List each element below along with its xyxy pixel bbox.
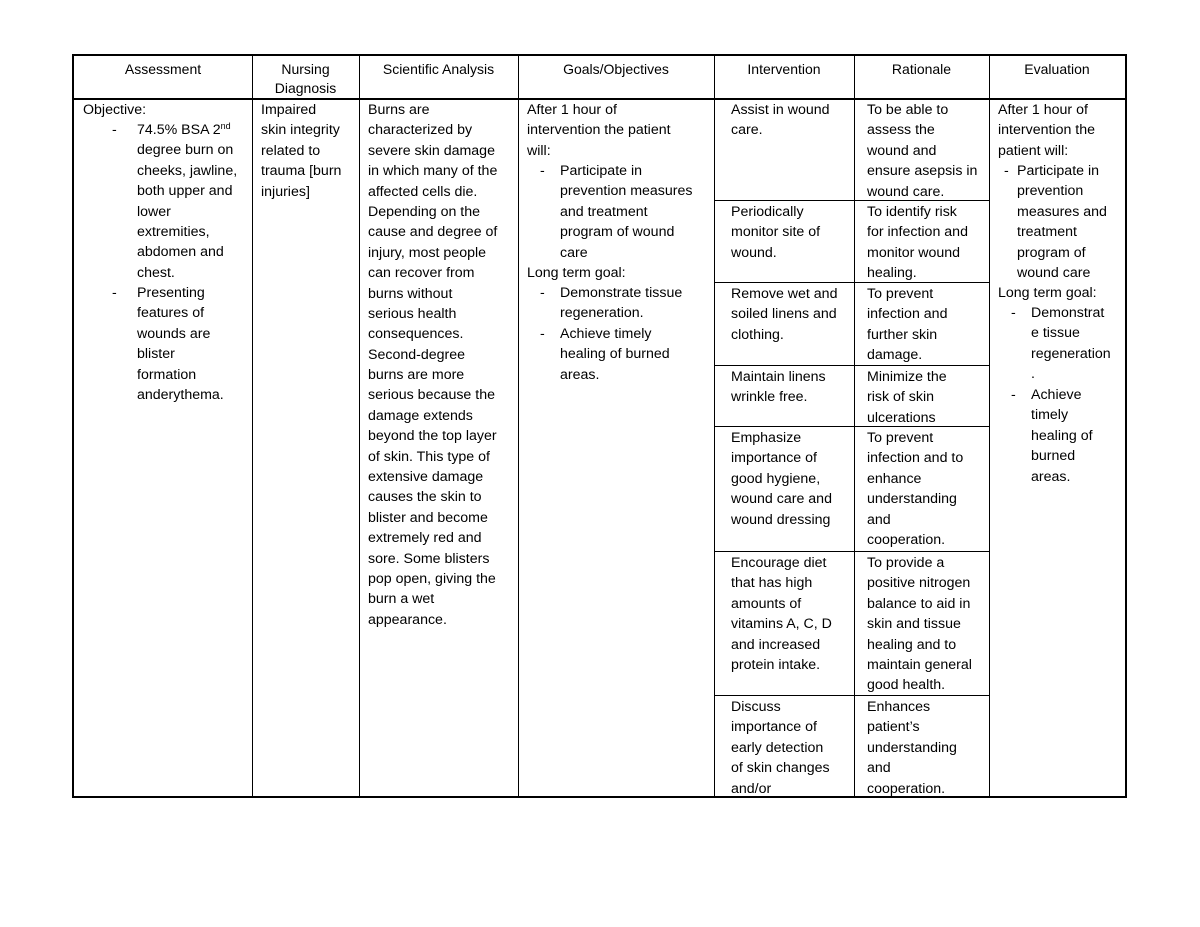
text-line: Achieve timely bbox=[560, 326, 652, 342]
rationale-cell bbox=[867, 284, 947, 366]
text-line: severe skin damage bbox=[368, 142, 495, 159]
header-nursing-diagnosis bbox=[252, 60, 359, 98]
text-line: prevention measures bbox=[560, 183, 693, 200]
text-line: and/or bbox=[731, 780, 772, 797]
row-divider bbox=[714, 426, 989, 427]
text-line: and treatment bbox=[560, 203, 648, 220]
rationale-cell bbox=[867, 100, 977, 202]
header-goals-objectives: Goals/Objectives bbox=[563, 61, 669, 77]
text-line: Remove wet and bbox=[731, 286, 838, 302]
text-line: wound dressing bbox=[731, 511, 831, 528]
text-line: balance to aid in bbox=[867, 595, 971, 612]
header-scientific-analysis: Scientific Analysis bbox=[382, 61, 495, 77]
text-line: extremely red and bbox=[368, 530, 482, 547]
text-line: burns are more bbox=[368, 367, 465, 384]
intervention-cell bbox=[731, 284, 837, 345]
text-line: Impaired bbox=[261, 102, 317, 118]
text-line: importance of bbox=[731, 450, 817, 467]
text-line: timely bbox=[1031, 407, 1069, 424]
text-line: Depending on the bbox=[368, 203, 481, 220]
scientific-analysis-text bbox=[368, 100, 497, 630]
text-line: causes the skin to bbox=[368, 489, 482, 506]
list-dash: - bbox=[540, 285, 545, 301]
text-line: cheeks, jawline, bbox=[137, 162, 238, 179]
text-line: appearance. bbox=[368, 611, 447, 628]
intervention-cell bbox=[731, 100, 830, 141]
text-line: After 1 hour of bbox=[998, 102, 1088, 118]
goals-long-item bbox=[560, 283, 682, 324]
text-line: intervention the bbox=[998, 122, 1096, 139]
text-line: anderythema. bbox=[137, 386, 224, 403]
text-line: monitor site of bbox=[731, 224, 821, 241]
text-line: injuries] bbox=[261, 183, 310, 200]
text-line: risk of skin bbox=[867, 389, 935, 406]
list-dash: - bbox=[1011, 305, 1016, 321]
text-line: Second-degree bbox=[368, 346, 466, 363]
text-line: and bbox=[867, 760, 891, 777]
text-line: healing and to bbox=[867, 636, 957, 653]
text-line: Enhances bbox=[867, 699, 931, 715]
text-line: wound. bbox=[731, 244, 777, 261]
text-line: healing of burned bbox=[560, 346, 670, 363]
text-line: blister bbox=[137, 346, 175, 363]
text-line: protein intake. bbox=[731, 656, 821, 673]
text-line: features of bbox=[137, 305, 205, 322]
header-intervention: Intervention bbox=[747, 61, 821, 77]
list-dash: - bbox=[1011, 387, 1016, 403]
assessment-label: Objective: bbox=[83, 102, 147, 118]
text-line: Presenting bbox=[137, 285, 205, 301]
rationale-cell bbox=[867, 367, 947, 428]
rationale-cell bbox=[867, 202, 968, 284]
evaluation-item bbox=[1031, 303, 1111, 385]
evaluation-long-term-label: Long term goal: bbox=[998, 285, 1097, 301]
text-line: infection and to bbox=[867, 450, 964, 467]
text-line: Burns are bbox=[368, 102, 430, 118]
text-line: prevention bbox=[1017, 183, 1084, 200]
text-line: Demonstrate tissue bbox=[560, 285, 683, 301]
text-line: burned bbox=[1031, 448, 1076, 465]
text-line: assess the bbox=[867, 122, 935, 139]
text-line: cause and degree of bbox=[368, 224, 498, 241]
text-line: wound care bbox=[1017, 264, 1091, 281]
intervention-cell bbox=[731, 428, 832, 530]
text-line: Discuss bbox=[731, 699, 781, 715]
text-line: Assist in wound bbox=[731, 102, 830, 118]
column-divider bbox=[359, 56, 360, 796]
text-line: pop open, giving the bbox=[368, 570, 496, 587]
header-assessment: Assessment bbox=[124, 61, 202, 77]
superscript: nd bbox=[220, 121, 231, 131]
text-line: vitamins A, C, D bbox=[731, 616, 832, 633]
text-line: skin integrity bbox=[261, 122, 340, 139]
nursing-diagnosis-text bbox=[261, 100, 341, 202]
assessment-item-burn bbox=[137, 120, 237, 283]
text-line: both upper and bbox=[137, 183, 233, 200]
text-line: and increased bbox=[731, 636, 821, 653]
text-line: measures and bbox=[1017, 203, 1107, 220]
text-line: regeneration. bbox=[560, 305, 644, 322]
text-line: can recover from bbox=[368, 265, 475, 282]
text-line: sore. Some blisters bbox=[368, 550, 490, 567]
text-line: . bbox=[1031, 366, 1035, 383]
text-line: trauma [burn bbox=[261, 163, 342, 180]
text-line: wounds are bbox=[137, 325, 211, 342]
text-line: regeneration bbox=[1031, 345, 1111, 362]
text-line: amounts of bbox=[731, 595, 802, 612]
goals-long-term-label: Long term goal: bbox=[527, 265, 626, 281]
text-line: wrinkle free. bbox=[731, 389, 808, 406]
text-line: ulcerations bbox=[867, 409, 936, 426]
column-divider bbox=[989, 56, 990, 796]
text-line bbox=[137, 120, 237, 140]
column-divider bbox=[252, 56, 253, 796]
text-line: will: bbox=[527, 142, 551, 159]
text-line: affected cells die. bbox=[368, 183, 478, 200]
text-line: damage extends bbox=[368, 407, 473, 424]
text-line: cooperation. bbox=[867, 531, 946, 548]
row-divider bbox=[714, 365, 989, 366]
text-line: To identify risk bbox=[867, 204, 957, 220]
text-line: good health. bbox=[867, 677, 946, 694]
text-line: Demonstrat bbox=[1031, 305, 1105, 321]
text-line: early detection bbox=[731, 739, 824, 756]
text-line: Periodically bbox=[731, 204, 804, 220]
text-line: soiled linens and bbox=[731, 306, 837, 323]
text-line: importance of bbox=[731, 719, 817, 736]
goals-long-item bbox=[560, 324, 670, 385]
text-line: Encourage diet bbox=[731, 555, 827, 571]
row-divider bbox=[714, 551, 989, 552]
text-line: healing. bbox=[867, 265, 917, 282]
care-plan-table bbox=[72, 54, 1127, 798]
text-line: care. bbox=[731, 122, 763, 139]
list-dash: - bbox=[540, 163, 545, 179]
text-line: burns without bbox=[368, 285, 453, 302]
text-line: lower bbox=[137, 203, 171, 220]
text-line: consequences. bbox=[368, 326, 464, 343]
text-line: good hygiene, bbox=[731, 470, 821, 487]
text-line: blister and become bbox=[368, 509, 488, 526]
header-evaluation: Evaluation bbox=[1024, 61, 1090, 77]
text-line: wound care. bbox=[867, 183, 945, 200]
text-line: burn a wet bbox=[368, 591, 435, 608]
evaluation-intro bbox=[998, 100, 1095, 161]
text-line: formation bbox=[137, 366, 197, 383]
text-line: Participate in bbox=[560, 163, 643, 179]
text-line: serious health bbox=[368, 305, 457, 322]
list-dash: - bbox=[1004, 163, 1009, 179]
text-line: intervention the patient bbox=[527, 122, 671, 139]
rationale-cell bbox=[867, 553, 972, 696]
text-line: Participate in bbox=[1017, 163, 1100, 179]
text-line: Emphasize bbox=[731, 430, 802, 446]
text-line: injury, most people bbox=[368, 244, 487, 261]
text-line: enhance bbox=[867, 470, 922, 487]
text-line: further skin bbox=[867, 326, 938, 343]
intervention-cell bbox=[731, 202, 820, 263]
text-line: degree burn on bbox=[137, 142, 234, 159]
intervention-cell bbox=[731, 367, 826, 408]
text-line: for infection and bbox=[867, 224, 968, 241]
text-line: extremities, bbox=[137, 223, 210, 240]
text-line: monitor wound bbox=[867, 244, 961, 261]
list-dash: - bbox=[112, 122, 117, 138]
text-line: program of wound bbox=[560, 224, 675, 241]
text-line: To prevent bbox=[867, 430, 934, 446]
text-line: wound and bbox=[867, 142, 937, 159]
text-line: care bbox=[560, 244, 588, 261]
text-line: wound care and bbox=[731, 491, 832, 508]
intervention-cell bbox=[731, 697, 830, 799]
text-line: program of bbox=[1017, 244, 1086, 261]
evaluation-item bbox=[1017, 161, 1107, 283]
rationale-cell bbox=[867, 697, 957, 799]
text-line: related to bbox=[261, 142, 321, 159]
text-line: To be able to bbox=[867, 102, 949, 118]
goals-short-item bbox=[560, 161, 693, 263]
text-line: Maintain linens bbox=[731, 369, 826, 385]
text-line: extensive damage bbox=[368, 469, 484, 486]
text-line: of skin. This type of bbox=[368, 448, 490, 465]
text-line: ensure asepsis in bbox=[867, 163, 978, 180]
text-line: 74.5% BSA 2 bbox=[137, 122, 221, 138]
list-dash: - bbox=[112, 285, 117, 301]
text-line: characterized by bbox=[368, 122, 473, 139]
text-line: maintain general bbox=[867, 656, 972, 673]
text-line: patient will: bbox=[998, 142, 1069, 159]
text-line: areas. bbox=[1031, 468, 1071, 485]
text-line: damage. bbox=[867, 347, 923, 364]
text-line: healing of bbox=[1031, 427, 1093, 444]
rationale-cell bbox=[867, 428, 963, 550]
text-line: serious because the bbox=[368, 387, 495, 404]
text-line: abdomen and bbox=[137, 244, 224, 261]
text-line: that has high bbox=[731, 575, 813, 592]
evaluation-item bbox=[1031, 385, 1093, 487]
assessment-item-features bbox=[137, 283, 224, 405]
text-line: chest. bbox=[137, 264, 175, 281]
header-rationale: Rationale bbox=[891, 61, 952, 77]
text-line: positive nitrogen bbox=[867, 575, 971, 592]
column-divider bbox=[518, 56, 519, 796]
text-line: clothing. bbox=[731, 326, 784, 343]
intervention-cell bbox=[731, 553, 832, 675]
text-line: e tissue bbox=[1031, 325, 1080, 342]
text-line: Minimize the bbox=[867, 369, 947, 385]
goals-intro bbox=[527, 100, 671, 161]
text-line: cooperation. bbox=[867, 780, 946, 797]
text-line: skin and tissue bbox=[867, 616, 961, 633]
text-line: To provide a bbox=[867, 555, 945, 571]
text-line: in which many of the bbox=[368, 163, 498, 180]
text-line: treatment bbox=[1017, 224, 1077, 241]
header-text: Diagnosis bbox=[274, 80, 337, 96]
text-line: After 1 hour of bbox=[527, 102, 617, 118]
text-line: Achieve bbox=[1031, 387, 1082, 403]
text-line: infection and bbox=[867, 306, 948, 323]
text-line: areas. bbox=[560, 366, 600, 383]
text-line: patient’s bbox=[867, 719, 920, 736]
text-line: and bbox=[867, 511, 891, 528]
text-line: understanding bbox=[867, 491, 957, 508]
text-line: understanding bbox=[867, 739, 957, 756]
text-line: To prevent bbox=[867, 286, 934, 302]
list-dash: - bbox=[540, 326, 545, 342]
text-line: beyond the top layer bbox=[368, 428, 497, 445]
header-text: Nursing bbox=[281, 61, 330, 77]
text-line: of skin changes bbox=[731, 760, 830, 777]
